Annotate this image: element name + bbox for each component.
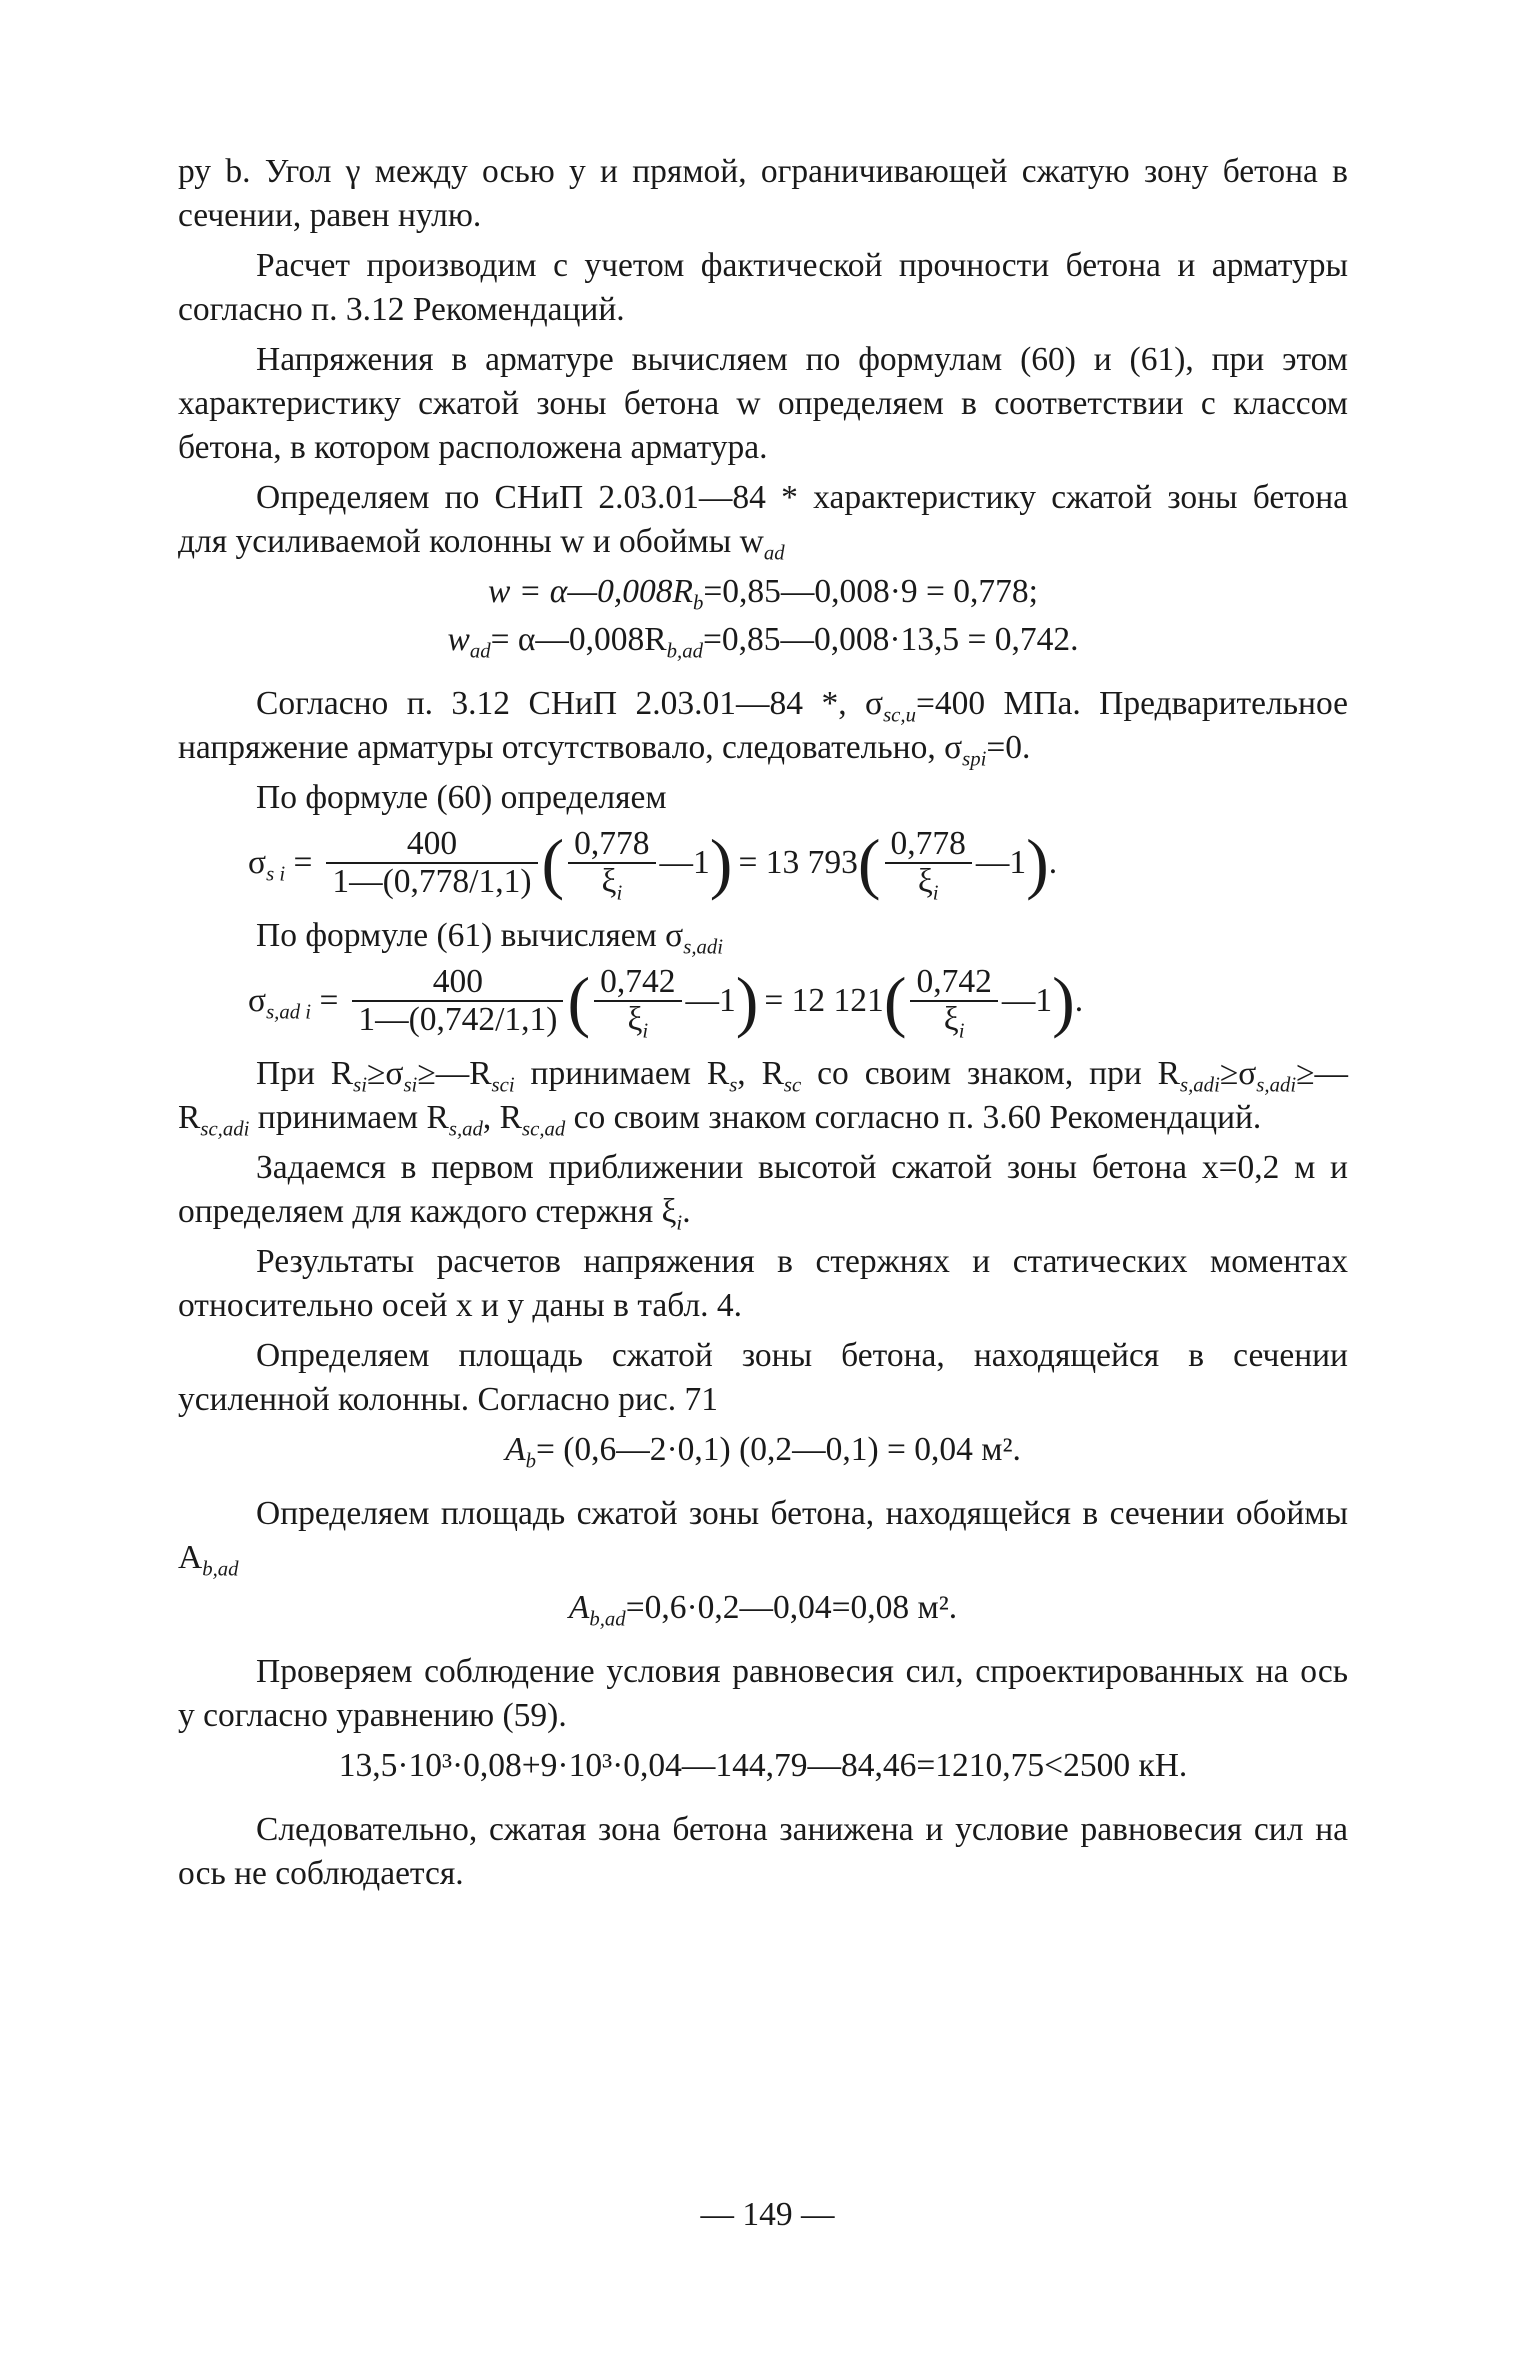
paragraph-10: Результаты расчетов напряжения в стержнях и статических моментах относительно осей x и y даны в табл. 4.: [178, 1243, 1348, 1324]
paragraph-1: ру b. Угол γ между осью y и прямой, ограничивающей сжатую зону бетона в сечении, равен нулю.: [178, 153, 1348, 234]
paragraph-11: Определяем площадь сжатой зоны бетона, находящейся в сечении усиленной колонны. Согласно рис. 71: [178, 1337, 1348, 1418]
page-number: — 149 —: [700, 2196, 835, 2233]
equation-equilibrium: 13,5·10³·0,08+9·10³·0,04—144,79—84,46=1210,75<2500 кН.: [338, 1747, 1188, 1784]
paragraph-12: Определяем площадь сжатой зоны бетона, находящейся в сечении обоймы $A_{b,ad}$: [178, 1495, 1348, 1581]
paragraph-13: Проверяем соблюдение условия равновесия сил, спроектированных на ось y согласно уравнению (59).: [178, 1653, 1348, 1734]
paragraph-5: Согласно п. 3.12 СНиП 2.03.01—84 *, $\sigma_{sc,u}=400$ МПа. Предварительное напряжение арматуры отсутствовало, следовательно, $\sigma_{spi}=0$.: [178, 685, 1348, 771]
equation-ab-ad: $A_{b,ad}=0,6\cdot 0,2—0,04=0,08$ м².: [568, 1589, 958, 1631]
paragraph-7: По формуле (61) вычисляем $\sigma_{s,adi}$: [256, 917, 724, 959]
paragraph-2: Расчет производим с учетом фактической прочности бетона и арматуры согласно п. 3.12 Рекомендаций.: [178, 247, 1348, 328]
formula-61: $\sigma_{s,ad i}$ = $\frac{400}{1—(0,742/1,1)}$ ( $\frac{0,742}{\xi_i}$ —1 ) = 12 121 ( $\frac{0,742}{\xi_i}$ —1 ) .: [248, 963, 1084, 1043]
paragraph-9: Задаемся в первом приближении высотой сжатой зоны бетона x=0,2 м и определяем для каждого стержня $\xi_i$.: [178, 1149, 1348, 1235]
paragraph-4: Определяем по СНиП 2.03.01—84 * характеристику сжатой зоны бетона для усиливаемой колонны w и обоймы $w_{ad}$: [178, 479, 1348, 565]
paragraph-6: По формуле (60) определяем: [256, 779, 667, 816]
formula-60: $\sigma_{s i}$ = $\frac{400}{1—(0,778/1,1)}$ ( $\frac{0,778}{\xi_i}$ —1 ) = 13 793 ( $\frac{0,778}{\xi_i}$ —1 ) .: [248, 825, 1058, 905]
equation-w-ad: $w_{ad}=$ $\alpha—0,008R_{b,ad}=0,85—0,008\cdot 13,5 = 0,742$.: [447, 621, 1079, 663]
equation-w: $w = \alpha—0,008R_b=0,85—0,008\cdot 9 = 0,778$;: [488, 573, 1038, 615]
paragraph-3: Напряжения в арматуре вычисляем по формулам (60) и (61), при этом характеристику сжатой зоны бетона w определяем в соответствии с классом бетона, в котором расположена арматура.: [178, 341, 1348, 466]
equation-ab: $A_b=$ (0,6—2·0,1) (0,2—0,1) = 0,04 м².: [505, 1431, 1021, 1473]
page-body: [178, 150, 1348, 1902]
paragraph-14: Следовательно, сжатая зона бетона занижена и условие равновесия сил на ось не соблюдается.: [178, 1811, 1348, 1892]
paragraph-8: При $R_{si}\ge\sigma_{si}\ge—R_{sci}$ принимаем $R_s$, $R_{sc}$ со своим знаком, при $R_{s,adi}\ge\sigma_{s,adi}\ge—R_{sc,adi}$ принимаем $R_{s,ad}$, $R_{sc,ad}$ со своим знаком согласно п. 3.60 Рекомендаций.: [178, 1055, 1348, 1141]
